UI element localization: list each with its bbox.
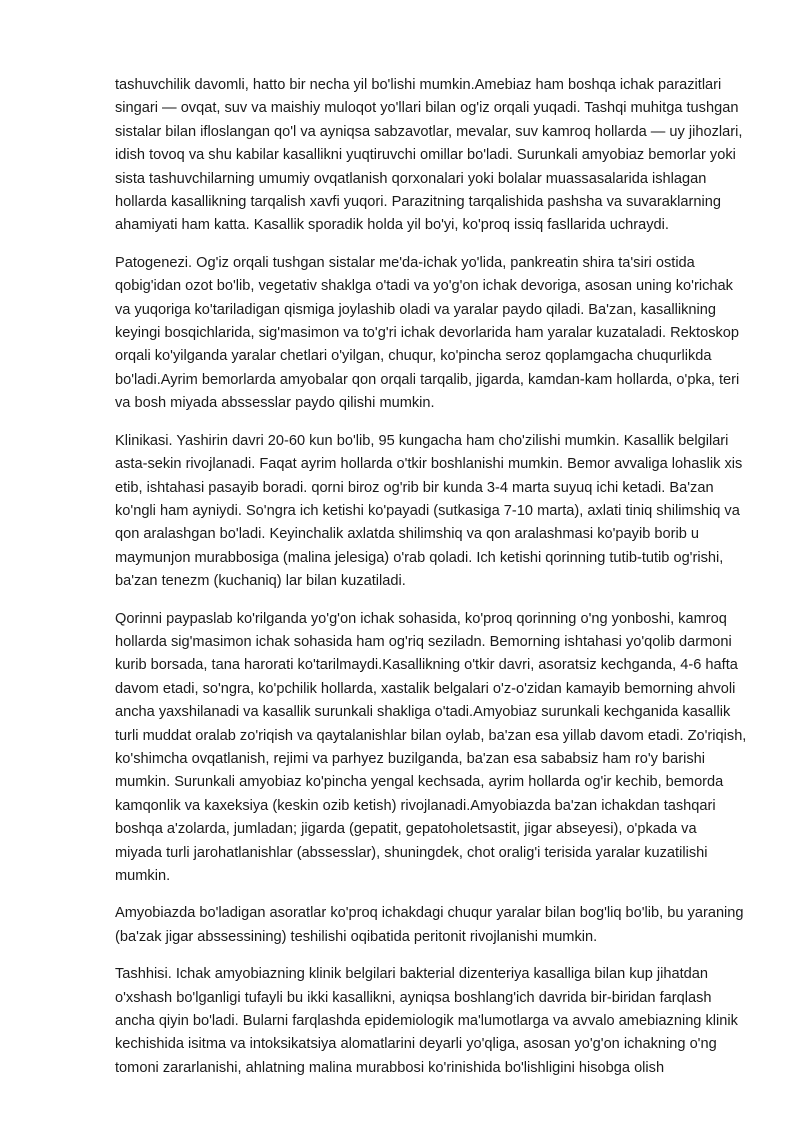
paragraph-diagnosis: Tashhisi. Ichak amyobiazning klinik belgilari bakterial dizenteriya kasalliga bilan kup jihatdan o'xshash bo'lganligi tufayli bu ikki kasallikni, ayniqsa boshlang'ich davrida bir-biridan farqlash ancha qiyin bo'ladi. Bularni farqlashda epidemiologik ma'lumotlarga va avvalo amebiazning klinik kechishida isitma va intoksikatsiya alomatlarini deyarli yo'qliga, asosan yo'g'on ichakning o'ng tomoni zararlanishi, ahlatning malina murabbosi ko'rinishida bo'lishligini hisobga olish [115, 966, 738, 1076]
paragraph-palpation: Qorinni paypaslab ko'rilganda yo'g'on ichak sohasida, ko'proq qorinning o'ng yonboshi, kamroq hollarda sig'masimon ichak sohasida ham og'riq seziladn. Bemorning ishtahasi yo'qolib darmoni kurib borsada, tana harorati ko'tarilmaydi.Kasallikning o'tkir davri, asoratsiz kechganda, 4-6 hafta davom etadi, so'ngra, ko'pchilik hollarda, xastalik belgalari o'z-o'zidan kamayib bemorning ahvoli ancha yaxshilanadi va kasallik surunkali shakliga o'tadi.Amyobiaz surunkali kechganida kasallik turli muddat oralab zo'riqish va qaytalanishlar bilan oylab, ba'zan esa yillab davom etadi. Zo'riqish, ko'shimcha ovqatlanish, rejimi va parhyez buzilganda, ba'zan esa sababsiz ham ro'y barishi mumkin. Surunkali amyobiaz ko'pincha yengal kechsada, ayrim hollarda og'ir kechib, bemorda kamqonlik va kaxeksiya (keskin ozib ketish) rivojlanadi.Amyobiazda ba'zan ichakdan tashqari boshqa a'zolarda, jumladan; jigarda (gepatit, gepatoholetsastit, jigar abseyesi), o'pkada va miyada turli jarohatlanishlar (abssesslar), shuningdek, chot oralig'i terisida yaralar kuzatilishi mumkin. [115, 610, 747, 884]
document-page [115, 74, 747, 1094]
paragraph-pathogenesis: Patogenezi. Og'iz orqali tushgan sistalar me'da-ichak yo'lida, pankreatin shira ta'siri ostida qobig'idan ozot bo'lib, vegetativ shaklga o'tadi va yo'g'on ichak devoriga, asosan uning ko'richak va yuqoriga ko'tariladigan qismiga joylashib oladi va yaralar paydo qiladi. Ba'zan, kasallikning keyingi bosqichlarida, sig'masimon va to'g'ri ichak devorlarida ham yaralar kuzataladi. Rektoskop orqali ko'yilganda yaralar chetlari o'yilgan, chuqur, ko'pincha seroz qoplamgacha chuqurlikda bo'ladi.Ayrim bemorlarda amyobalar qon orqali tarqalib, jigarda, kamdan-kam hollarda, o'pka, teri va bosh miyada abssesslar paydo qilishi mumkin. [115, 254, 740, 412]
paragraph-complications: Amyobiazda bo'ladigan asoratlar ko'proq ichakdagi chuqur yaralar bilan bog'liq bo'lib, bu yaraning (ba'zak jigar abssessining) teshilishi oqibatida peritonit rivojlanishi mumkin. [115, 905, 744, 945]
paragraph-clinical: Klinikasi. Yashirin davri 20-60 kun bo'lib, 95 kungacha ham cho'zilishi mumkin. Kasallik belgilari asta-sekin rivojlanadi. Faqat ayrim hollarda o'tkir boshlanishi mumkin. Bemor avvaliga lohaslik xis etib, ishtahasi pasayib boradi. qorni biroz og'rib bir kunda 3-4 marta suyuq ichi ketadi. Ba'zan ko'ngli ham ayniydi. So'ngra ich ketishi ko'payadi (sutkasiga 7-10 marta), axlati tiniq shilimshiq va qon aralashgan bo'ladi. Keyinchalik axlatda shilimshiq va qon aralashmasi ko'payib borib u maymunjon murabbosiga (malina jelesiga) o'rab qoladi. Ich ketishi qorinning tutib-tutib og'rishi, ba'zan tenezm (kuchaniq) lar bilan kuzatiladi. [115, 432, 743, 590]
paragraph-epidemiology: tashuvchilik davomli, hatto bir necha yil bo'lishi mumkin.Amebiaz ham boshqa ichak parazitlari singari — ovqat, suv va maishiy muloqot yo'llari bilan og'iz orqali yuqadi. Tashqi muhitga tushgan sistalar bilan ifloslangan qo'l va ayniqsa sabzavotlar, mevalar, suv kamroq hollarda — uy jihozlari, idish tovoq va shu kabilar kasallikni yuqtiruvchi omillar bo'ladi. Surunkali amyobiaz bemorlar yoki sista tashuvchilarning umumiy ovqatlanish qorxonalari yoki bolalar muassasalarida ishlagan hollarda kasallikning tarqalish xavfi yuqori. Parazitning tarqalishida pashsha va suvaraklarning ahamiyati ham katta. Kasallik sporadik holda yil bo'yi, ko'proq issiq fasllarida uchraydi. [115, 77, 743, 234]
